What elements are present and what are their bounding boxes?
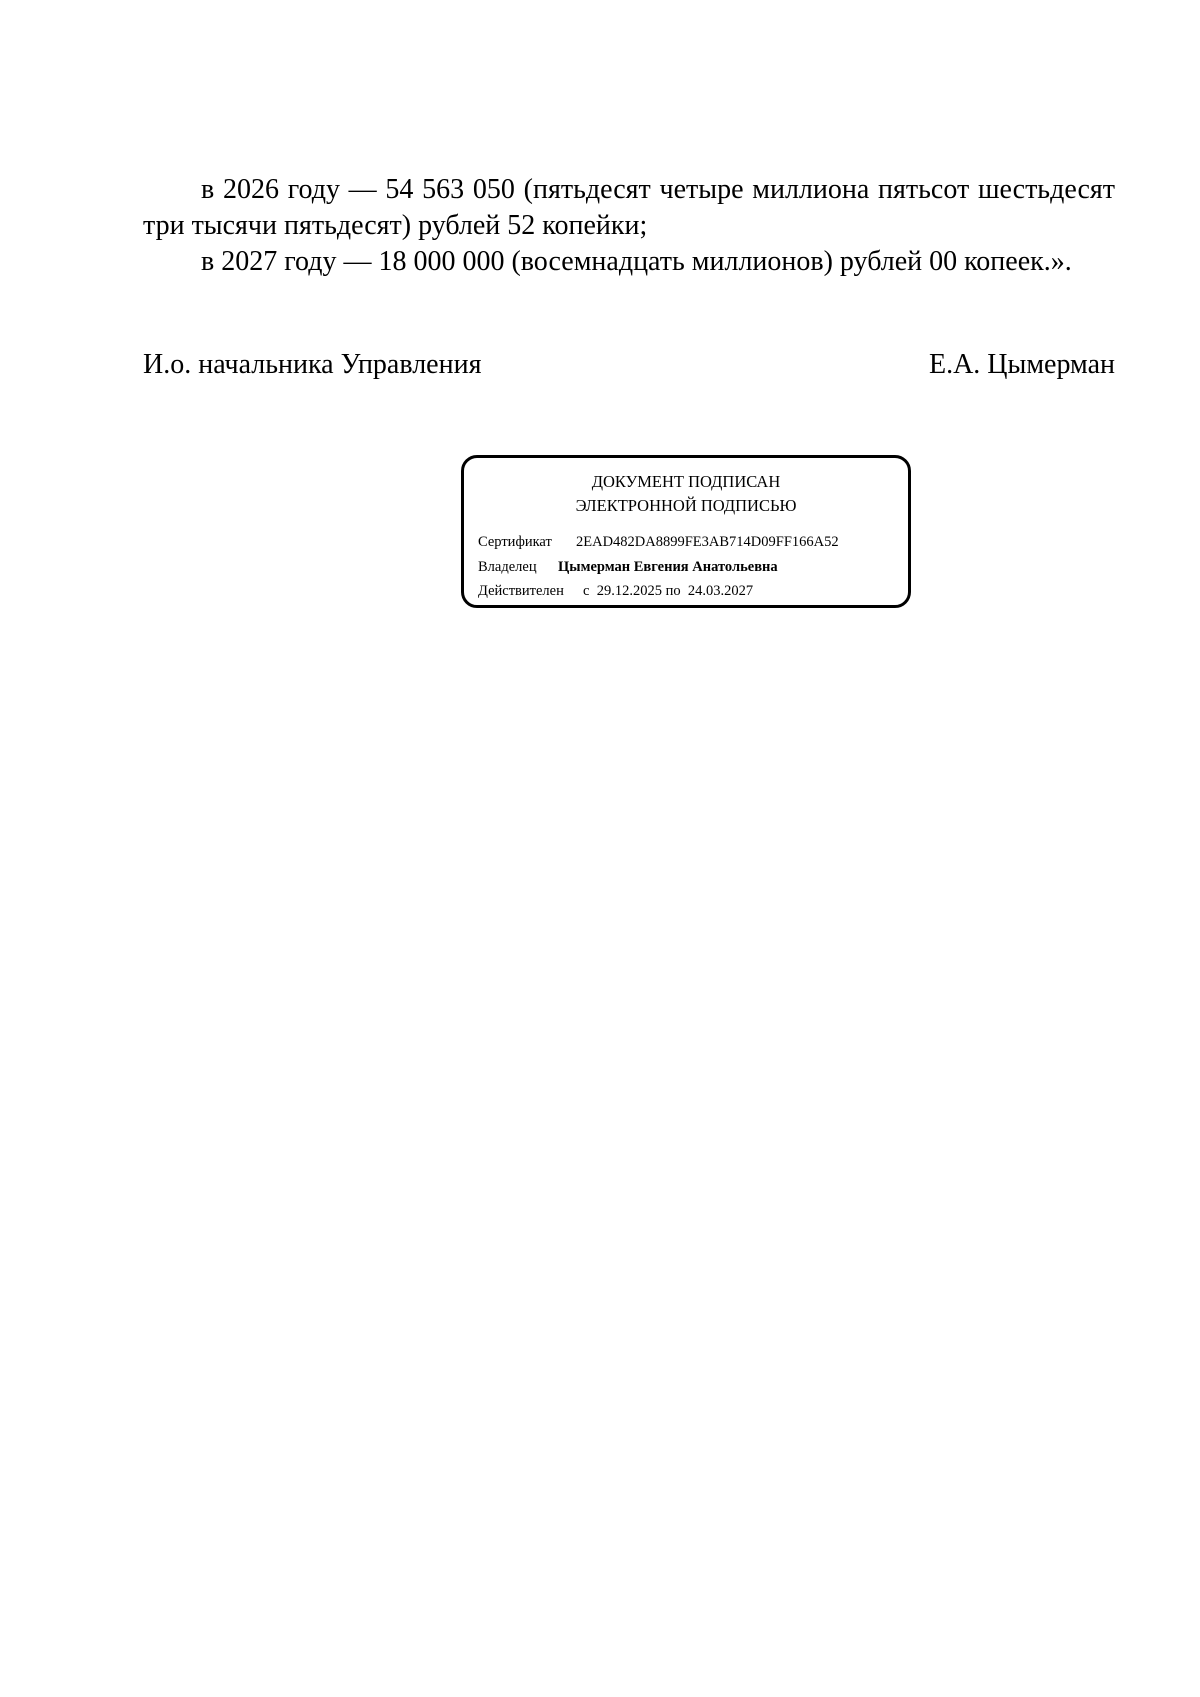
validity-label: Действителен	[478, 583, 564, 599]
signer-position: И.о. начальника Управления	[143, 349, 482, 380]
certificate-value: 2EAD482DA8899FE3AB714D09FF166A52	[576, 534, 839, 550]
stamp-title-line-2: ЭЛЕКТРОННОЙ ПОДПИСЬЮ	[575, 496, 797, 515]
paragraph-2026: в 2026 году — 54 563 050 (пятьдесят четыре миллиона пятьсот шестьдесят три тысячи пятьдесят) рублей 52 копейки;	[143, 174, 1115, 241]
stamp-title	[464, 470, 908, 518]
stamp-validity-row	[478, 583, 753, 600]
valid-from-prefix: с	[583, 583, 590, 599]
signer-name: Е.А. Цымерман	[928, 349, 1115, 380]
signature-block	[143, 347, 1115, 383]
stamp-owner-row	[478, 559, 778, 576]
certificate-label: Сертификат	[478, 534, 552, 550]
owner-label: Владелец	[478, 559, 537, 575]
paragraph-2027: в 2027 году — 18 000 000 (восемнадцать миллионов) рублей 00 копеек.».	[201, 246, 1072, 277]
electronic-signature-stamp	[461, 455, 911, 608]
stamp-certificate-row	[478, 534, 839, 551]
stamp-title-line-1: ДОКУМЕНТ ПОДПИСАН	[591, 472, 781, 491]
valid-from-date: 29.12.2025	[596, 583, 662, 599]
body-text	[143, 172, 1115, 280]
valid-to-date: 24.03.2027	[687, 583, 754, 599]
owner-value: Цымерман Евгения Анатольевна	[558, 559, 778, 575]
valid-to-prefix: по	[665, 583, 681, 599]
